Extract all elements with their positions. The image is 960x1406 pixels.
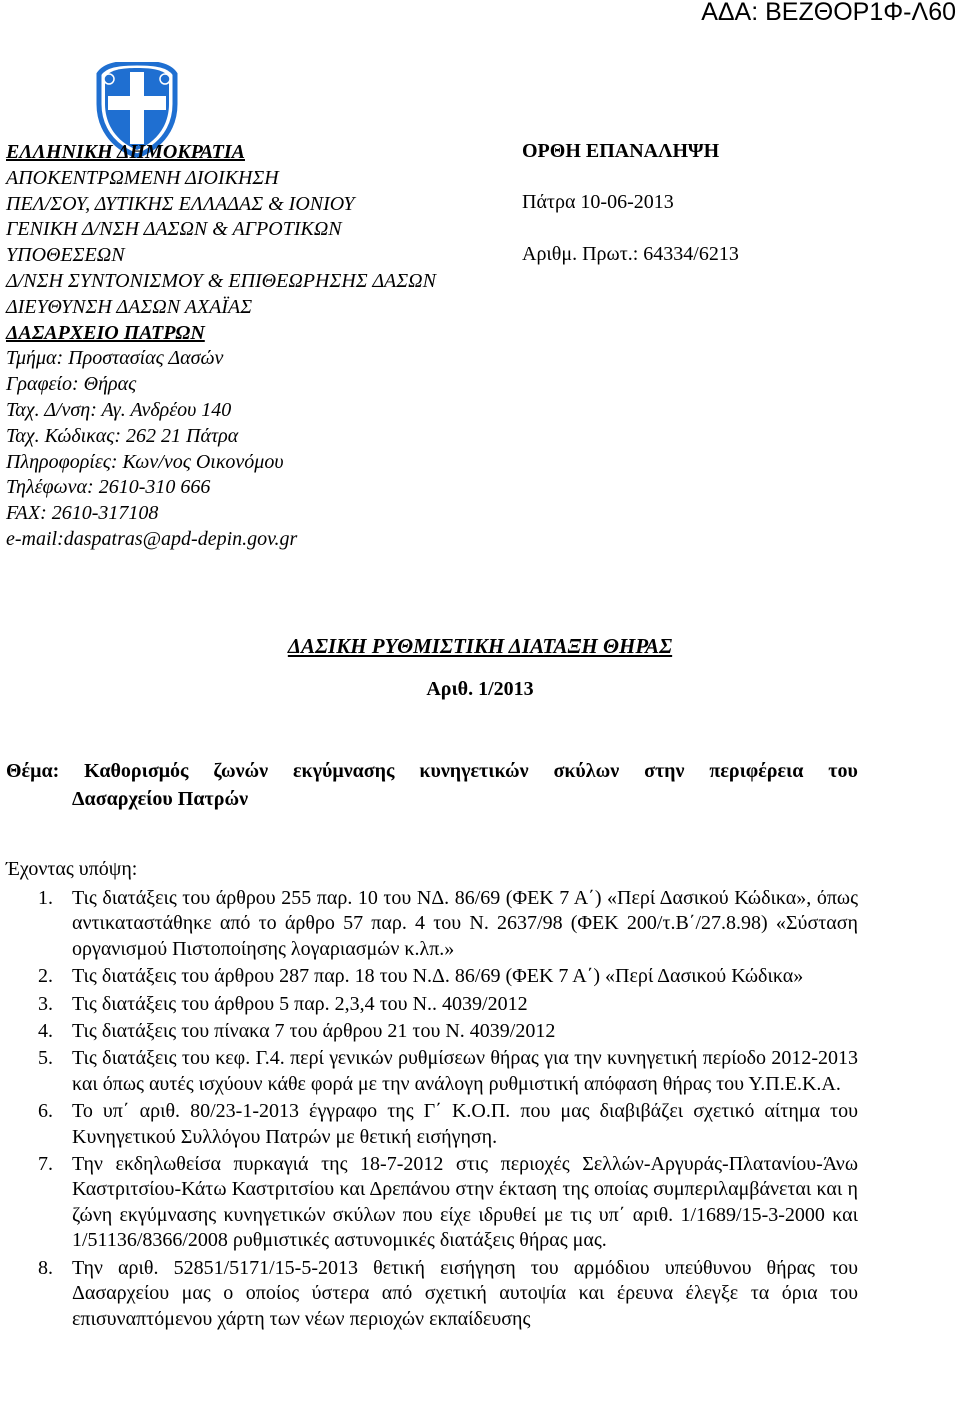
sender-header xyxy=(6,140,526,553)
header-line-6: Δ/ΝΣΗ ΣΥΝΤΟΝΙΣΜΟΥ & ΕΠΙΘΕΩΡΗΣΗΣ ΔΑΣΩΝ xyxy=(6,269,436,292)
list-item-number: 2. xyxy=(38,965,53,988)
list-item-number: 7. xyxy=(38,1153,53,1176)
header-line-13: Πληροφορίες: Κων/νος Οικονόμου xyxy=(6,450,284,473)
header-line-3: ΠΕΛ/ΣΟΥ, ΔΥΤΙΚΗΣ ΕΛΛΑΔΑΣ & ΙΟΝΙΟΥ xyxy=(6,192,355,215)
list-item-number: 8. xyxy=(38,1256,53,1279)
list-item-number: 4. xyxy=(38,1020,53,1043)
subject-word: Καθορισμός xyxy=(84,760,189,782)
list-item-text: Τις διατάξεις του άρθρου 287 παρ. 18 του Ν.Δ. 86/69 (ΦΕΚ 7 Α΄) «Περί Δασικού Κώδικα» xyxy=(72,965,804,988)
list-item xyxy=(6,1256,858,1332)
header-line-8: ΔΑΣΑΡΧΕΙΟ ΠΑΤΡΩΝ xyxy=(6,321,205,344)
subject-word: ζωνών xyxy=(213,760,269,782)
list-item xyxy=(6,992,858,1017)
protocol-number: Αριθμ. Πρωτ.: 64334/6213 xyxy=(522,243,739,265)
considerations-list xyxy=(6,886,858,1332)
document-title: ΔΑΣΙΚΗ ΡΥΘΜΙΣΤΙΚΗ ΔΙΑΤΑΞΗ ΘΗΡΑΣ xyxy=(287,634,673,658)
ada-code: ΑΔΑ: ΒΕΖΘΟΡ1Φ-Λ60 xyxy=(701,0,956,26)
subject-word: εκγύμνασης xyxy=(292,760,395,782)
list-item xyxy=(6,1019,858,1044)
subject-line-1 xyxy=(6,757,858,785)
header-line-4: ΓΕΝΙΚΗ Δ/ΝΣΗ ΔΑΣΩΝ & ΑΓΡΟΤΙΚΩΝ xyxy=(6,218,342,241)
list-item-number: 5. xyxy=(38,1047,53,1070)
subject-label: Θέμα: xyxy=(6,760,60,782)
header-line-7: ΔΙΕΥΘΥΝΣΗ ΔΑΣΩΝ ΑΧΑΪΑΣ xyxy=(6,295,253,318)
subject-line-2: Δασαρχείου Πατρών xyxy=(72,788,249,810)
list-item-text: Τις διατάξεις του άρθρου 255 παρ. 10 του ΝΔ. 86/69 (ΦΕΚ 7 Α΄) «Περί Δασικού Κώδικα», όπως αντικαταστάθηκε από το άρθρο 57 παρ. 4 του Ν. 2637/98 (ΦΕΚ 200/τ.Β΄/27.8.98) «Σύσταση οργανισμού Πιστοποίησης λογαριασμών κ.λπ.» xyxy=(72,887,858,960)
subject-word: του xyxy=(828,760,858,782)
header-line-1: ΕΛΛΗΝΙΚΗ ΔΗΜΟΚΡΑΤΙΑ xyxy=(6,141,245,163)
list-item xyxy=(6,1099,858,1150)
subject-word: κυνηγετικών xyxy=(419,760,529,782)
subject-word: στην xyxy=(644,760,685,782)
header-line-16: e-mail:daspatras@apd-depin.gov.gr xyxy=(6,527,298,550)
header-line-2: ΑΠΟΚΕΝΤΡΩΜΕΝΗ ΔΙΟΙΚΗΣΗ xyxy=(6,166,279,189)
header-line-5: ΥΠΟΘΕΣΕΩΝ xyxy=(6,244,125,267)
list-item-number: 1. xyxy=(38,887,53,909)
header-line-15: FAX: 2610-317108 xyxy=(6,502,159,525)
document-date: Πάτρα 10-06-2013 xyxy=(522,191,674,213)
header-line-10: Γραφείο: Θήρας xyxy=(6,373,137,396)
header-line-14: Τηλέφωνα: 2610-310 666 xyxy=(6,476,211,499)
list-item-number: 6. xyxy=(38,1100,53,1123)
list-item-text: Την εκδηλωθείσα πυρκαγιά της 18-7-2012 στις περιοχές Σελλών-Αργυράς-Πλατανίου-Άνω Καστριτσίου-Κάτω Καστριτσίου και Δρεπάνου στην έκταση της οποίας συμπεριλαμβάνεται και η ζώνη εκγύμνασης κυνηγετικών σκύλων που είχε ιδρυθεί με τις υπ΄ αριθ. 1/1689/15-3-2000 και 1/51136/8366/2008 ρυθμιστικές αστυνομικές διατάξεις θήρας μας. xyxy=(72,1153,858,1252)
subject-block xyxy=(6,757,858,813)
list-item-number: 3. xyxy=(38,992,53,1015)
header-line-9: Τμήμα: Προστασίας Δασών xyxy=(6,347,224,370)
document-number: Αριθ. 1/2013 xyxy=(426,678,534,700)
list-item-text: Τις διατάξεις του πίνακα 7 του άρθρου 21 του Ν. 4039/2012 xyxy=(72,1020,556,1043)
list-item-text: Το υπ΄ αριθ. 80/23-1-2013 έγγραφο της Γ΄ Κ.Ο.Π. που μας διαβιβάζει σχετικό αίτημα του Κυνηγετικού Συλλόγου Πατρών με θετική εισήγηση. xyxy=(72,1100,858,1148)
list-item-text: Την αριθ. 52851/5171/15-5-2013 θετική εισήγηση του αρμόδιου υπεύθυνου θήρας του Δασαρχείου μας ο οποίος ύστερα από σχετική αυτοψία και έρευνα έλεγξε τα όρια του επισυναπτόμενου χάρτη των νέων περιοχών εκπαίδευσης xyxy=(72,1256,858,1330)
header-line-11: Ταχ. Δ/νση: Αγ. Ανδρέου 140 xyxy=(6,398,232,421)
correct-repeat-label: ΟΡΘΗ ΕΠΑΝΑΛΗΨΗ xyxy=(522,140,720,162)
list-item xyxy=(6,1046,858,1097)
list-item xyxy=(6,1152,858,1254)
subject-word: περιφέρεια xyxy=(709,760,804,782)
list-item xyxy=(6,964,858,989)
header-line-12: Ταχ. Κώδικας: 262 21 Πάτρα xyxy=(6,424,239,447)
list-item xyxy=(6,886,858,962)
list-item-text: Τις διατάξεις του κεφ. Γ.4. περί γενικών ρυθμίσεων θήρας για την κυνηγετική περίοδο 2012-2013 και όπως αυτές ισχύουν κάθε φορά με την ανάλογη ρυθμιστική απόφαση θήρας του Υ.Π.Ε.Κ.Α. xyxy=(72,1047,858,1095)
subject-word: σκύλων xyxy=(553,760,620,782)
considerations-intro: Έχοντας υπόψη: xyxy=(6,858,138,880)
list-item-text: Τις διατάξεις του άρθρου 5 παρ. 2,3,4 του Ν.. 4039/2012 xyxy=(72,992,528,1015)
